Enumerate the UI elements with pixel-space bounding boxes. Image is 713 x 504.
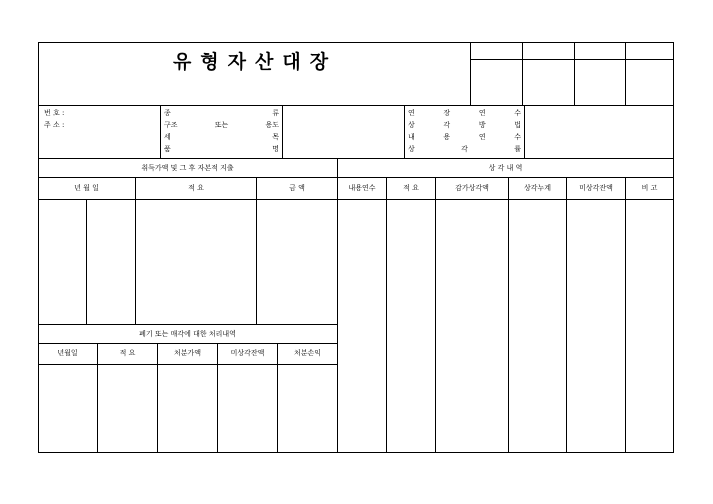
info-divider [160, 105, 161, 158]
info-divider [524, 105, 525, 158]
acquisition-date-subdivider [86, 199, 87, 324]
disposal-top-line [38, 324, 338, 325]
info-divider [404, 105, 405, 158]
approval-divider [470, 42, 471, 105]
border-left [38, 42, 39, 453]
disposal-col-divider [217, 343, 218, 453]
disposal-column-separator [38, 364, 338, 365]
depreciation-col-divider [435, 177, 436, 453]
info-divider [282, 105, 283, 158]
approval-divider [470, 59, 674, 60]
name-label: 품 명 [164, 145, 279, 153]
depreciation-col-divider [508, 177, 509, 453]
disposal-col-date: 년월일 [57, 349, 78, 357]
disposal-col-gain-loss: 처분손익 [293, 349, 322, 357]
acquisition-col-amount: 금 액 [289, 184, 305, 192]
depreciation-col-divider [625, 177, 626, 453]
depreciation-col-divider [386, 177, 387, 453]
border-right [673, 42, 674, 453]
disposal-col-price: 처분가액 [173, 349, 202, 357]
approval-divider [625, 42, 626, 105]
approval-divider [522, 42, 523, 105]
disposal-col-remaining: 미상각잔액 [230, 349, 265, 357]
disposal-col-divider [157, 343, 158, 453]
section-divider [337, 158, 338, 453]
depreciation-col-remaining: 미상각잔액 [579, 184, 613, 192]
disposal-col-description: 적 요 [119, 349, 136, 357]
extension-years-label: 연 장 연 수 [408, 109, 521, 117]
title-separator [38, 105, 674, 106]
depreciation-col-amount: 감가상각액 [455, 184, 489, 192]
address-label: 주 소 : [44, 121, 65, 129]
depreciation-col-useful-life: 내용연수 [348, 184, 376, 192]
depreciation-rate-label: 상 각 률 [408, 145, 521, 153]
useful-life-label: 내 용 연 수 [408, 133, 521, 141]
page-title: 유형자산대장 [172, 51, 338, 73]
acquisition-col-date: 년 월 일 [74, 184, 99, 192]
acquisition-col-description: 적 요 [188, 184, 204, 192]
approval-divider [574, 42, 575, 105]
detail-label: 세 목 [164, 133, 279, 141]
column-header-separator [38, 199, 674, 200]
depreciation-col-remarks: 비 고 [641, 184, 658, 192]
type-label: 종 류 [164, 109, 279, 117]
number-label: 번 호 : [44, 109, 65, 117]
depreciation-method-label: 상 각 방 법 [408, 121, 521, 129]
depreciation-section-header: 상 각 내 역 [488, 164, 523, 172]
disposal-col-divider [97, 343, 98, 453]
info-separator [38, 158, 674, 159]
disposal-section-header: 폐기 또는 매각에 대한 처리내역 [139, 330, 236, 338]
structure-label: 구조 또는 용도 [164, 121, 279, 129]
section-header-separator [38, 177, 674, 178]
depreciation-col-description: 적 요 [403, 184, 419, 192]
depreciation-col-divider [566, 177, 567, 453]
depreciation-col-accumulated: 상각누계 [523, 184, 552, 192]
border-bottom [38, 452, 674, 453]
acquisition-section-header: 취득가액 및 그 후 자본적 지출 [141, 164, 234, 172]
border-top [38, 42, 674, 43]
disposal-header-separator [38, 343, 338, 344]
disposal-col-divider [277, 343, 278, 453]
